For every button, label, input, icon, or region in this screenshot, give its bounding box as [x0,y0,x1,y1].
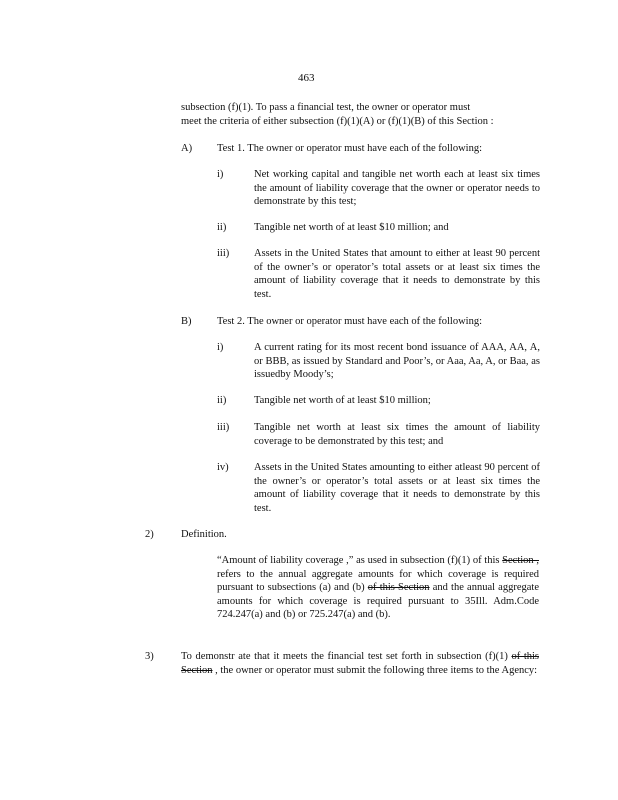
item-3-marker: 3) [145,651,154,662]
definition-struck-1: Section , [502,555,539,566]
page-number: 463 [298,72,315,84]
item-3-paragraph [181,650,539,677]
test-b-heading: Test 2. The owner or operator must have each of the following: [217,316,482,327]
test-b-item-1-text: A current rating for its most recent bond issuance of AAA, AA, A, or BBB, as issued by Standard and Poor’s, or Aaa, Aa, A, or Baa, as issuedby Moody’s; [254,342,540,381]
definition-marker: 2) [145,529,154,540]
test-a-item-3-marker: iii) [217,248,230,259]
test-a-item-2-marker: ii) [217,222,227,233]
item-3-struck: of this Section [181,651,539,676]
test-b-item-2-text: Tangible net worth of at least $10 million; [254,395,431,406]
test-b-item-3-text: Tangible net worth at least six times the amount of liability coverage to be demonstrated by this test; and [254,422,540,447]
test-a-item-3-text: Assets in the United States that amount to either at least 90 percent of the owner’s or operator’s total assets or at least six times the amount of liability coverage that it needs to demonstrate by this test. [254,248,540,300]
test-b-marker: B) [181,316,192,327]
definition-struck-2: of this Section [367,582,430,594]
test-b-item-3-marker: iii) [217,422,230,433]
definition-heading: Definition. [181,529,227,540]
test-a-item-2-text: Tangible net worth of at least $10 million; and [254,222,449,233]
definition-paragraph [217,554,539,622]
definition-text-2: refers to the annual aggregate amounts for which coverage is required pursuant to subsections (a) and (b) [217,568,539,594]
test-b-item-1-marker: i) [217,342,224,353]
test-b-item-2-marker: ii) [217,395,227,406]
test-a-heading: Test 1. The owner or operator must have each of the following: [217,143,482,154]
test-a-marker: A) [181,143,193,154]
test-a-item-1-marker: i) [217,169,224,180]
intro-line-1: subsection (f)(1). To pass a financial test, the owner or operator must [181,102,471,113]
item-3-text-1: To demonstr ate that it meets the financial test set forth in subsection (f)(1) [181,651,512,662]
definition-text-3: and the annual aggregate amounts for which coverage is required pursuant to 35Ill. Adm.Code 724.247(a) and (b) or 725.247(a) and (b). [217,582,539,621]
definition-text-1: “Amount of liability coverage ,” as used in subsection (f)(1) of this [217,555,500,566]
test-b-item-4-text: Assets in the United States amounting to either atleast 90 percent of the owner’s or operator’s total assets or at least six times the amount of liability coverage that it needs to demonstrate by this test. [254,462,540,514]
test-b-item-4-marker: iv) [217,462,229,473]
intro-line-2: meet the criteria of either subsection (f)(1)(A) or (f)(1)(B) of this Section : [181,116,494,127]
item-3-text-2: , the owner or operator must submit the following three items to the Agency: [212,664,538,676]
test-a-item-1-text: Net working capital and tangible net worth each at least six times the amount of liability coverage that the owner or operator needs to demonstrate by this test; [254,169,540,208]
